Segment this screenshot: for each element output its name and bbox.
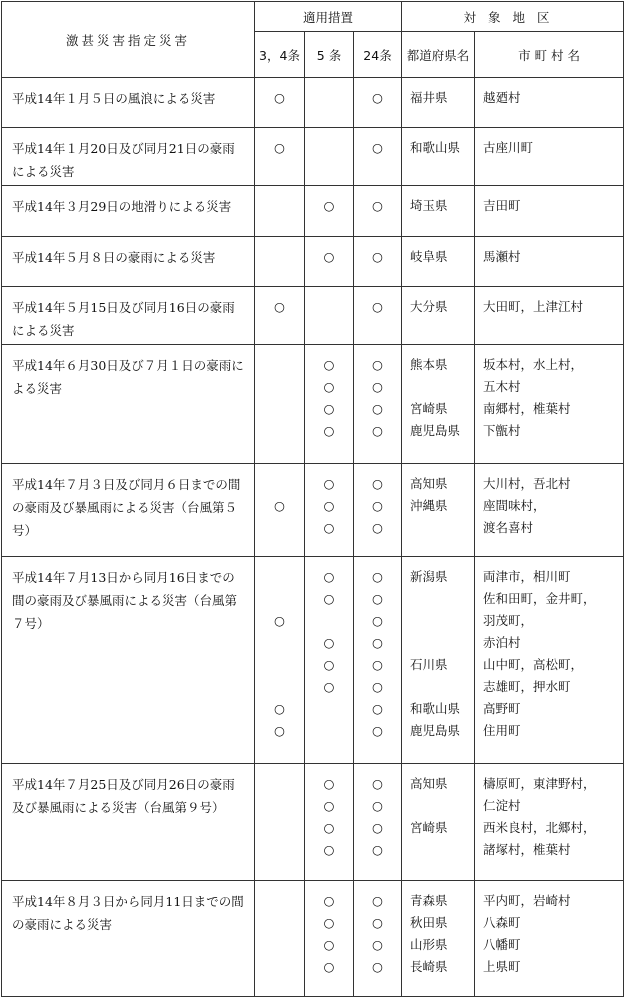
municipality-cell-line: 馬瀬村 — [483, 248, 521, 264]
art24-marks-line: ○ — [372, 776, 383, 792]
prefecture-cell-line: 和歌山県 — [410, 140, 461, 156]
prefecture-cell-line: 和歌山県 — [410, 700, 461, 716]
prefecture-cell — [402, 78, 475, 128]
prefecture-cell-line — [410, 517, 474, 539]
art24-marks-line: ○ — [372, 497, 383, 513]
art24-marks-line: ○ — [372, 634, 383, 650]
art34-marks-line: ○ — [274, 612, 285, 628]
municipality-cell-line: 吉田町 — [483, 198, 521, 214]
header-area: 対象地区 — [402, 2, 624, 32]
art34-marks — [255, 286, 305, 344]
art24-marks-line: ○ — [372, 379, 383, 394]
art5-marks-line: ○ — [323, 401, 335, 416]
table-row — [2, 764, 624, 881]
art5-marks-line: ○ — [323, 475, 335, 491]
prefecture-cell-line: 鹿児島県 — [410, 722, 461, 738]
disaster-name: 平成14年７月25日及び同月26日の豪雨及び暴風雨による災害（台風第９号） — [12, 777, 235, 816]
table-row — [2, 236, 624, 286]
art5-marks — [305, 128, 354, 186]
art34-marks — [255, 186, 305, 236]
art5-marks — [305, 764, 354, 881]
art24-marks-line: ○ — [372, 357, 383, 372]
art24-marks-line: ○ — [372, 798, 383, 814]
municipality-cell-line: 越廼村 — [483, 90, 521, 105]
disaster-name: 平成14年７月13日から同月16日までの間の豪雨及び暴風雨による災害（台風第７号） — [12, 569, 238, 631]
municipality-cell-line: 檮原町，東津野村， — [483, 776, 596, 792]
art34-marks-line — [255, 632, 304, 654]
municipality-cell-line: 渡名喜村 — [483, 519, 534, 535]
art5-marks-line: ○ — [323, 656, 335, 672]
municipality-cell-line: 座間味村， — [483, 497, 546, 513]
art5-marks-line: ○ — [323, 423, 335, 438]
art24-marks — [354, 236, 402, 286]
header-muni: 市 町 村 名 — [475, 32, 624, 78]
art24-marks-line: ○ — [372, 820, 383, 836]
art24-marks-line: ○ — [372, 959, 383, 975]
art34-marks — [255, 764, 305, 881]
municipality-cell-line: 両津市，相川町 — [483, 568, 571, 584]
prefecture-cell-line: 岐阜県 — [410, 248, 448, 264]
municipality-cell-line: 下甑村 — [483, 423, 521, 438]
art5-marks-line — [305, 698, 353, 720]
disaster-cell — [2, 286, 255, 344]
art34-marks — [255, 128, 305, 186]
municipality-cell — [475, 345, 624, 464]
art24-marks-line: ○ — [372, 893, 383, 909]
prefecture-cell — [402, 345, 475, 464]
prefecture-cell — [402, 764, 475, 881]
art24-marks-line: ○ — [372, 842, 383, 858]
municipality-cell-line: 山中町，高松町， — [483, 656, 584, 672]
art34-marks-line — [255, 773, 304, 795]
art34-marks-line — [255, 195, 304, 217]
art34-marks-line: ○ — [274, 298, 285, 314]
disaster-name: 平成14年６月30日及び７月１日の豪雨による災害 — [12, 358, 244, 396]
disaster-cell — [2, 78, 255, 128]
art5-marks — [305, 881, 354, 997]
art24-marks-line: ○ — [372, 722, 383, 738]
prefecture-cell-line: 鹿児島県 — [410, 423, 461, 438]
art34-marks-line — [255, 354, 304, 376]
art24-marks — [354, 556, 402, 764]
art34-marks — [255, 78, 305, 128]
art34-marks-line — [255, 420, 304, 442]
art24-marks — [354, 78, 402, 128]
art24-marks-line: ○ — [372, 678, 383, 694]
art34-marks — [255, 556, 305, 764]
art34-marks-line: ○ — [274, 497, 285, 513]
prefecture-cell-line: 熊本県 — [410, 357, 448, 372]
art5-marks-line: ○ — [323, 798, 335, 814]
table-row — [2, 463, 624, 556]
municipality-cell — [475, 128, 624, 186]
art24-marks — [354, 186, 402, 236]
art24-marks — [354, 286, 402, 344]
prefecture-cell — [402, 881, 475, 997]
art34-marks — [255, 463, 305, 556]
art5-marks-line: ○ — [323, 959, 335, 975]
art24-marks-line: ○ — [372, 519, 383, 535]
art24-marks-line: ○ — [372, 401, 383, 416]
prefecture-cell-line: 秋田県 — [410, 915, 448, 931]
art24-marks-line: ○ — [372, 140, 383, 156]
prefecture-cell-line: 埼玉県 — [410, 198, 448, 214]
art5-marks-line: ○ — [323, 893, 335, 909]
art24-marks-line: ○ — [372, 423, 383, 438]
municipality-cell-line: 坂本村，水上村， — [483, 357, 584, 372]
art24-marks-line: ○ — [372, 612, 383, 628]
municipality-cell — [475, 463, 624, 556]
art34-marks-line — [255, 517, 304, 539]
art34-marks-line — [255, 588, 304, 610]
art34-marks-line — [255, 817, 304, 839]
table-header — [2, 2, 624, 78]
art5-marks-line: ○ — [323, 497, 335, 513]
prefecture-cell-line — [410, 839, 474, 861]
disaster-name: 平成14年１月20日及び同月21日の豪雨による災害 — [12, 141, 235, 180]
art5-marks-line — [305, 87, 353, 109]
municipality-cell-line: 大田町，上津江村 — [483, 298, 584, 314]
municipality-cell-line: 古座川町 — [483, 140, 534, 156]
art34-marks-line — [255, 934, 304, 956]
municipality-cell-line: 佐和田町，金井町， — [483, 590, 596, 606]
header-disaster: 激甚災害指定災害 — [2, 2, 255, 78]
art34-marks-line — [255, 654, 304, 676]
municipality-cell — [475, 556, 624, 764]
prefecture-cell-line: 石川県 — [410, 656, 448, 672]
municipality-cell-line: 志雄町，押水町 — [483, 678, 571, 694]
municipality-cell-line: 住用町 — [483, 722, 521, 738]
art5-marks — [305, 236, 354, 286]
art5-marks-line — [305, 610, 353, 632]
table-row — [2, 78, 624, 128]
prefecture-cell-line: 福井県 — [410, 90, 448, 105]
art24-marks-line: ○ — [372, 198, 383, 214]
art34-marks-line: ○ — [274, 700, 285, 716]
disaster-name: 平成14年７月３日及び同月６日までの間の豪雨及び暴風雨による災害（台風第５号） — [12, 476, 241, 538]
art5-marks-line: ○ — [323, 776, 335, 792]
disaster-name: 平成14年１月５日の風浪による災害 — [12, 91, 216, 106]
municipality-cell-line: 五木村 — [483, 379, 521, 394]
art5-marks-line: ○ — [323, 568, 335, 584]
art34-marks-line: ○ — [274, 722, 285, 738]
disaster-cell — [2, 345, 255, 464]
prefecture-cell-line — [410, 795, 474, 817]
table-body — [2, 78, 624, 997]
prefecture-cell-line: 高知県 — [410, 475, 448, 491]
art24-marks — [354, 345, 402, 464]
table-row — [2, 286, 624, 344]
prefecture-cell-line: 宮崎県 — [410, 820, 448, 836]
municipality-cell-line: 上県町 — [483, 959, 521, 975]
municipality-cell-line: 羽茂町， — [483, 612, 534, 628]
disaster-cell — [2, 556, 255, 764]
municipality-cell-line: 八幡町 — [483, 937, 521, 953]
art5-marks-line: ○ — [323, 248, 335, 264]
art5-marks-line: ○ — [323, 820, 335, 836]
prefecture-cell-line — [410, 376, 474, 398]
art5-marks — [305, 286, 354, 344]
art5-marks-line: ○ — [323, 842, 335, 858]
disaster-cell — [2, 186, 255, 236]
art34-marks-line — [255, 566, 304, 588]
art24-marks-line: ○ — [372, 90, 383, 105]
disaster-cell — [2, 463, 255, 556]
header-art5: 5 条 — [305, 32, 354, 78]
municipality-cell-line: 八森町 — [483, 915, 521, 931]
disaster-name: 平成14年５月15日及び同月16日の豪雨による災害 — [12, 299, 235, 338]
art24-marks — [354, 463, 402, 556]
municipality-cell — [475, 764, 624, 881]
disaster-name: 平成14年３月29日の地滑りによる災害 — [12, 199, 232, 215]
art24-marks-line: ○ — [372, 248, 383, 264]
disaster-name: 平成14年８月３日から同月11日までの間の豪雨による災害 — [12, 894, 244, 933]
art24-marks-line: ○ — [372, 298, 383, 314]
art34-marks-line — [255, 839, 304, 861]
art5-marks-line: ○ — [323, 634, 335, 650]
art24-marks-line: ○ — [372, 590, 383, 606]
art24-marks — [354, 128, 402, 186]
header-measures: 適用措置 — [255, 2, 402, 32]
prefecture-cell-line — [410, 610, 474, 632]
art34-marks-line — [255, 795, 304, 817]
table-row — [2, 881, 624, 997]
art34-marks-line: ○ — [274, 90, 285, 105]
art5-marks — [305, 463, 354, 556]
prefecture-cell — [402, 463, 475, 556]
table-row — [2, 128, 624, 186]
art34-marks — [255, 345, 305, 464]
disaster-cell — [2, 236, 255, 286]
art5-marks-line: ○ — [323, 590, 335, 606]
prefecture-cell-line — [410, 588, 474, 610]
prefecture-cell — [402, 236, 475, 286]
art34-marks-line — [255, 398, 304, 420]
art5-marks-line: ○ — [323, 357, 335, 372]
art5-marks — [305, 186, 354, 236]
municipality-cell-line: 西米良村，北郷村， — [483, 820, 596, 836]
art34-marks-line — [255, 246, 304, 268]
disaster-name: 平成14年５月８日の豪雨による災害 — [12, 249, 216, 265]
art5-marks-line: ○ — [323, 937, 335, 953]
prefecture-cell-line: 長崎県 — [410, 959, 448, 975]
prefecture-cell-line: 山形県 — [410, 937, 448, 953]
prefecture-cell — [402, 556, 475, 764]
art24-marks-line: ○ — [372, 475, 383, 491]
municipality-cell — [475, 186, 624, 236]
disaster-cell — [2, 881, 255, 997]
art5-marks-line — [305, 296, 353, 318]
prefecture-cell-line: 宮崎県 — [410, 401, 448, 416]
header-art24: 24条 — [354, 32, 402, 78]
art5-marks-line — [305, 137, 353, 159]
art34-marks — [255, 236, 305, 286]
municipality-cell-line: 南郷村，椎葉村 — [483, 401, 571, 416]
prefecture-cell — [402, 128, 475, 186]
art24-marks-line: ○ — [372, 568, 383, 584]
table-row — [2, 345, 624, 464]
art24-marks — [354, 764, 402, 881]
disaster-cell — [2, 128, 255, 186]
prefecture-cell-line: 沖縄県 — [410, 497, 448, 513]
art34-marks-line — [255, 956, 304, 978]
municipality-cell — [475, 236, 624, 286]
art24-marks-line: ○ — [372, 937, 383, 953]
municipality-cell-line: 仁淀村 — [483, 798, 521, 814]
prefecture-cell-line: 青森県 — [410, 893, 448, 909]
art24-marks — [354, 881, 402, 997]
prefecture-cell-line: 大分県 — [410, 298, 448, 314]
art5-marks — [305, 556, 354, 764]
art34-marks-line — [255, 473, 304, 495]
art34-marks-line — [255, 912, 304, 934]
municipality-cell-line: 諸塚村，椎葉村 — [483, 842, 571, 858]
municipality-cell-line: 平内町，岩崎村 — [483, 893, 571, 909]
art34-marks-line — [255, 890, 304, 912]
municipality-cell — [475, 78, 624, 128]
art5-marks-line: ○ — [323, 915, 335, 931]
header-pref: 都道府県名 — [402, 32, 475, 78]
art34-marks — [255, 881, 305, 997]
art5-marks — [305, 78, 354, 128]
prefecture-cell-line — [410, 632, 474, 654]
art5-marks — [305, 345, 354, 464]
municipality-cell-line: 赤泊村 — [483, 634, 521, 650]
prefecture-cell — [402, 286, 475, 344]
municipality-cell — [475, 881, 624, 997]
table-row — [2, 186, 624, 236]
disaster-cell — [2, 764, 255, 881]
art24-marks-line: ○ — [372, 700, 383, 716]
art34-marks-line — [255, 676, 304, 698]
prefecture-cell — [402, 186, 475, 236]
municipality-cell — [475, 286, 624, 344]
art5-marks-line: ○ — [323, 198, 335, 214]
header-art34: 3，4条 — [255, 32, 305, 78]
art5-marks-line: ○ — [323, 519, 335, 535]
municipality-cell-line: 大川村，吾北村 — [483, 475, 571, 491]
art5-marks-line — [305, 720, 353, 742]
prefecture-cell-line: 高知県 — [410, 776, 448, 792]
art34-marks-line: ○ — [274, 140, 285, 156]
art5-marks-line: ○ — [323, 379, 335, 394]
prefecture-cell-line: 新潟県 — [410, 568, 448, 584]
prefecture-cell-line — [410, 676, 474, 698]
table-row — [2, 556, 624, 764]
art24-marks-line: ○ — [372, 915, 383, 931]
art34-marks-line — [255, 376, 304, 398]
art5-marks-line: ○ — [323, 678, 335, 694]
disaster-designation-table — [1, 1, 624, 997]
art24-marks-line: ○ — [372, 656, 383, 672]
municipality-cell-line: 高野町 — [483, 700, 521, 716]
